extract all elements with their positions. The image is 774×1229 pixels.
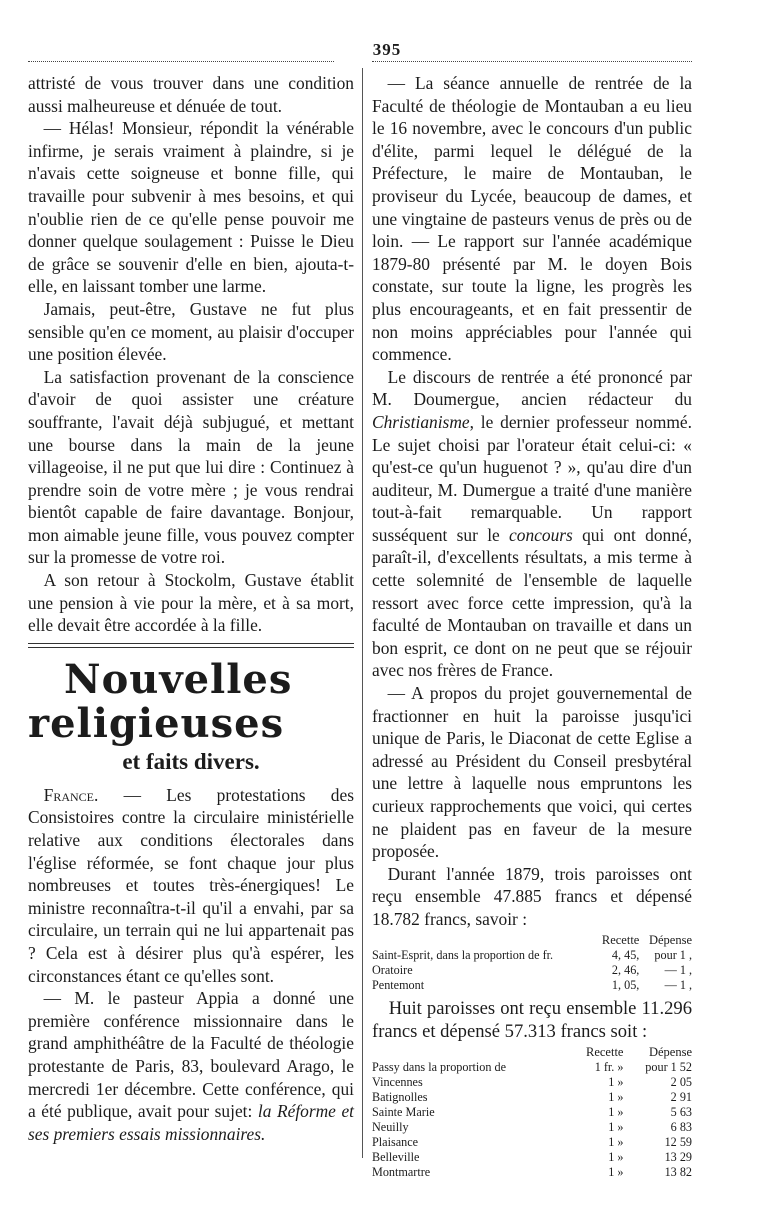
news-item [28,987,354,1145]
depense-cell: — 1 , [664,977,692,992]
paragraph [372,366,692,682]
news-italic: la Réforme et ses premiers essais missionnaires. [28,1101,354,1144]
depense-cell: 2 05 [670,1074,692,1089]
col-header: Recette [601,932,640,947]
depense-cell: pour 1 , [654,947,692,962]
recette-cell: 1 » [608,1134,624,1149]
paragraph: attristé de vous trouver dans une condition aussi malheureuse et dénuée de tout. [28,73,354,116]
column-divider [362,68,363,1158]
recette-cell: 1 » [608,1074,624,1089]
table-row [372,1105,692,1120]
depense-cell: 6 83 [670,1119,692,1134]
parish-name: Batignolles [372,1089,428,1104]
parish-name: Neuilly [372,1119,409,1134]
col-header: Dépense [648,1044,692,1059]
table-row [372,963,692,978]
section-title: Nouvelles religieuses [28,655,293,747]
table-row [372,1165,692,1180]
parish-name: Plaisance [372,1134,419,1149]
paragraph: — La séance annuelle de rentrée de la Faculté de théologie de Montauban a eu lieu le 16 novembre, avec le concours d'un public d'élite, parmi lequel le délégué de la Préfecture, le maire de Montauban, le proviseur du Lycée, beaucoup de dames, et une vingtaine de pasteurs venus de près ou de loin. — Le rapport sur l'année académique 1879-80 présenté par M. le doyen Bois constate, sur toute la ligne, les progrès les plus encourageants, et en fait pressentir de non moins appréciables pour l'année qui commence. [372,73,692,365]
depense-cell: 13 29 [664,1149,692,1164]
text-run: Le discours de rentrée a été prononcé par M. Doumergue, ancien rédacteur du [372,366,692,410]
table-row [372,948,692,963]
paragraph: A son retour à Stockolm, Gustave établit une pension à vie pour la mère, et à sa mort, elle devait être accordée à la fille. [28,570,354,636]
recette-cell: 1 » [608,1119,624,1134]
text-run: , le dernier professeur nommé. Le sujet choisi par l'orateur était celui-ci: « qu'est-ce qu'un huguenot ? », qu'au dire d'un auditeur, M. Dumergue a traité d'une manière tout-à-fait remarquable. Un rapport susséquent sur le [372,411,692,545]
parish-name: Passy dans la proportion de [372,1059,507,1074]
paragraph: — A propos du projet gouvernemental de fractionner en huit la paroisse jusqu'ici unique de Paris, le Diaconat de cette Eglise a adressé au Président du Conseil presbytéral une lettre à laquelle nous empruntons les curieux rapprochements que voici, qui certes ne plaident pas en faveur de la mesure proposée. [372,683,692,862]
text-italic: Christianisme [372,411,470,432]
table-row [372,1135,692,1150]
col-header: Recette [586,1044,624,1059]
table-row [372,1090,692,1105]
table-row [372,1060,692,1075]
right-column [372,72,692,1184]
parish-name: Pentemont [372,977,425,992]
depense-cell: 12 59 [664,1134,692,1149]
paragraph: Durant l'année 1879, trois paroisses ont reçu ensemble 47.885 francs et dépensé 18.782 francs, savoir : [372,863,692,929]
news-item [28,784,354,987]
parish-name: Saint-Esprit, dans la proportion de fr. [372,947,554,962]
left-column [28,72,354,1145]
header-rule-right [372,61,692,62]
news-text: — M. le pasteur Appia a donné une première conférence missionnaire dans le grand amphithéâtre de la Faculté de théologie protestante de Paris, 83, boulevard Arago, le mercredi 1er décembre. Cette conférence, qui a été publique, avait pour sujet: [28,988,354,1122]
paragraph: Jamais, peut-être, Gustave ne fut plus sensible qu'en ce moment, au plaisir d'occuper une position élevée. [28,298,354,365]
parish-name: Oratoire [372,962,413,977]
recette-cell: 1 » [608,1104,624,1119]
news-lead: France. [43,784,99,805]
recette-cell: 4, 45, [611,947,640,962]
parish-name: Montmartre [372,1164,431,1179]
table-header-row [372,933,692,948]
recette-cell: 1 » [608,1089,624,1104]
depense-cell: 2 91 [670,1089,692,1104]
paragraph: — Hélas! Monsieur, répondit la vénérable infirme, je serais vraiment à plaindre, si je n'avais cette soigneuse et bonne fille, qui travaille pour subvenir à mes besoins, et qui n'oublie rien de ce qu'elle pense pouvoir me donner quelque soulagement : Puisse le Dieu de grâce se souvenir d'elle en bien, ajouta-t-elle, en laissant tomber une larme. [28,118,354,297]
news-text: — Les protestations des Consistoires contre la circulaire ministérielle relative aux conditions électorales dans l'église réformée, se font chaque jour plus nombreuses et toutes très-énergiques! Le ministre reconnaîtra-t-il qu'il a envahi, par sa circulaire, un terrain qui ne lui appartenait pas ? Cela est à désirer plus qu'à espérer, les circonstances étant ce qu'elles sont. [28,784,354,986]
section-subtitle: et faits divers. [122,748,260,774]
table-row [372,978,692,993]
recette-cell: 1 » [608,1164,624,1179]
paragraph: Huit paroisses ont reçu ensemble 11.296 francs et dépensé 57.313 francs soit : [372,997,692,1042]
recette-cell: 2, 46, [611,962,640,977]
recette-cell: 1, 05, [611,977,640,992]
table-header-row [372,1045,692,1060]
text-run: qui ont donné, paraît-il, d'excellents résultats, a mis terme à cette solemnité de l'ensemble de laquelle ressort avec force cette impression, qu'à la faculté de Montauban on travaille et dans un bon esprit, ce dont on ne peut que se réjouir avec nos frères de France. [372,524,692,681]
recette-cell: 1 fr. » [594,1059,624,1074]
text-italic: concours [509,524,573,545]
depense-cell: 5 63 [670,1104,692,1119]
section-rule [28,643,354,648]
paragraph: La satisfaction provenant de la conscience d'avoir de quoi assister une créature souffrante, l'avait déjà subjugué, et mettant une bourse dans la main de la jeune villageoise, il ne put que lui dire : Continuez à prendre soin de votre mère ; je vous rendrai bientôt capable de faire davantage. Bonjour, mon aimable jeune fille, vous pouvez compter sur la promesse de votre roi. [28,366,354,568]
parish-name: Belleville [372,1149,420,1164]
table-row [372,1120,692,1135]
table-eight-parishes [372,1045,692,1180]
table-row [372,1150,692,1165]
table-three-parishes [372,933,692,993]
col-header: Dépense [648,932,692,947]
depense-cell: 13 82 [664,1164,692,1179]
depense-cell: pour 1 52 [645,1059,692,1074]
parish-name: Vincennes [372,1074,423,1089]
recette-cell: 1 » [608,1149,624,1164]
page-number: 395 [372,40,402,59]
table-row [372,1075,692,1090]
depense-cell: — 1 , [664,962,692,977]
parish-name: Sainte Marie [372,1104,435,1119]
header-rule-left [28,61,334,62]
